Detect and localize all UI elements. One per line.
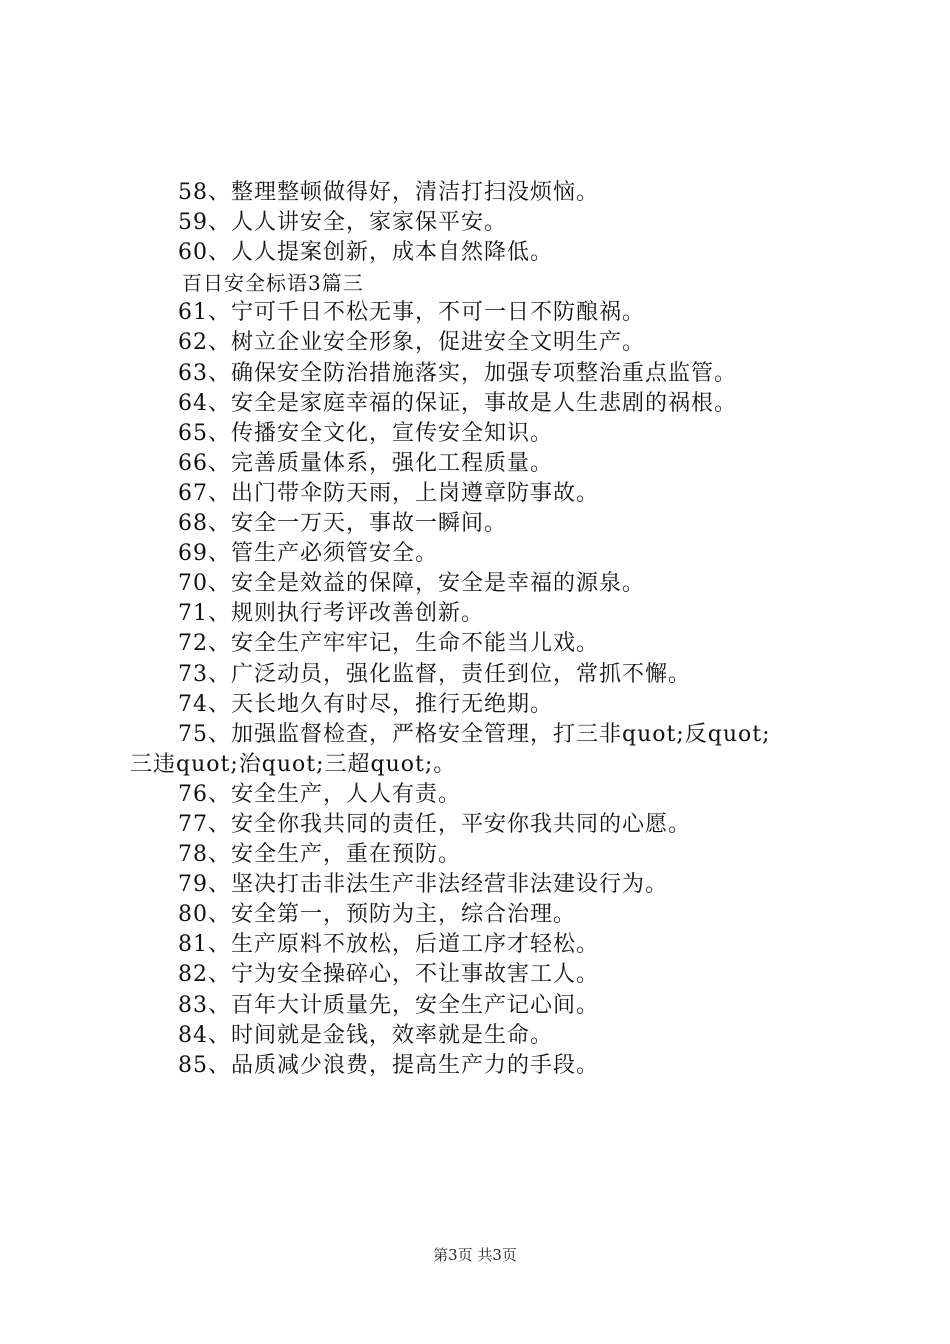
slogan-line: 79、坚决打击非法生产非法经营非法建设行为。 [178, 872, 668, 898]
slogan-line: 84、时间就是金钱，效率就是生命。 [178, 1022, 553, 1048]
section-heading: 百日安全标语3篇三 [182, 271, 364, 296]
slogan-line: 83、百年大计质量先，安全生产记心间。 [178, 992, 599, 1018]
slogan-line: 68、安全一万天，事故一瞬间。 [178, 511, 507, 537]
document-body [130, 178, 850, 1081]
slogan-line: 62、树立企业安全形象，促进安全文明生产。 [178, 330, 645, 356]
slogan-line: 64、安全是家庭幸福的保证，事故是人生悲剧的祸根。 [178, 390, 737, 416]
slogan-line: 82、宁为安全操碎心，不让事故害工人。 [178, 962, 599, 988]
slogan-line: 73、广泛动员，强化监督，责任到位，常抓不懈。 [178, 661, 691, 687]
slogan-line: 78、安全生产，重在预防。 [178, 842, 461, 868]
slogan-line: 85、品质减少浪费，提高生产力的手段。 [178, 1052, 599, 1078]
slogan-line: 63、确保安全防治措施落实，加强专项整治重点监管。 [178, 360, 737, 386]
slogan-line: 74、天长地久有时尽，推行无绝期。 [178, 691, 553, 717]
slogan-line: 58、整理整顿做得好，清洁打扫没烦恼。 [178, 180, 599, 205]
slogan-line: 81、生产原料不放松，后道工序才轻松。 [178, 932, 599, 958]
slogan-line-continuation: 三违quot;治quot;三超quot;。 [130, 751, 457, 777]
slogan-line: 76、安全生产，人人有责。 [178, 781, 461, 807]
slogan-line: 71、规则执行考评改善创新。 [178, 601, 484, 627]
slogan-line: 75、加强监督检查，严格安全管理，打三非quot;反quot; [178, 721, 771, 747]
slogan-line: 60、人人提案创新，成本自然降低。 [178, 240, 553, 266]
slogan-line: 72、安全生产牢牢记，生命不能当儿戏。 [178, 631, 599, 657]
slogan-line: 61、宁可千日不松无事，不可一日不防酿祸。 [178, 300, 645, 326]
slogan-line: 65、传播安全文化，宣传安全知识。 [178, 420, 553, 446]
slogan-line: 70、安全是效益的保障，安全是幸福的源泉。 [178, 571, 645, 597]
slogan-line: 80、安全第一，预防为主，综合治理。 [178, 902, 576, 928]
slogan-line: 59、人人讲安全，家家保平安。 [178, 210, 507, 236]
slogan-line: 67、出门带伞防天雨，上岗遵章防事故。 [178, 480, 599, 506]
page-footer: 第3页 共3页 [433, 1246, 517, 1264]
slogan-line: 77、安全你我共同的责任，平安你我共同的心愿。 [178, 811, 691, 837]
slogan-line: 69、管生产必须管安全。 [178, 541, 438, 567]
slogan-line: 66、完善质量体系，强化工程质量。 [178, 450, 553, 476]
